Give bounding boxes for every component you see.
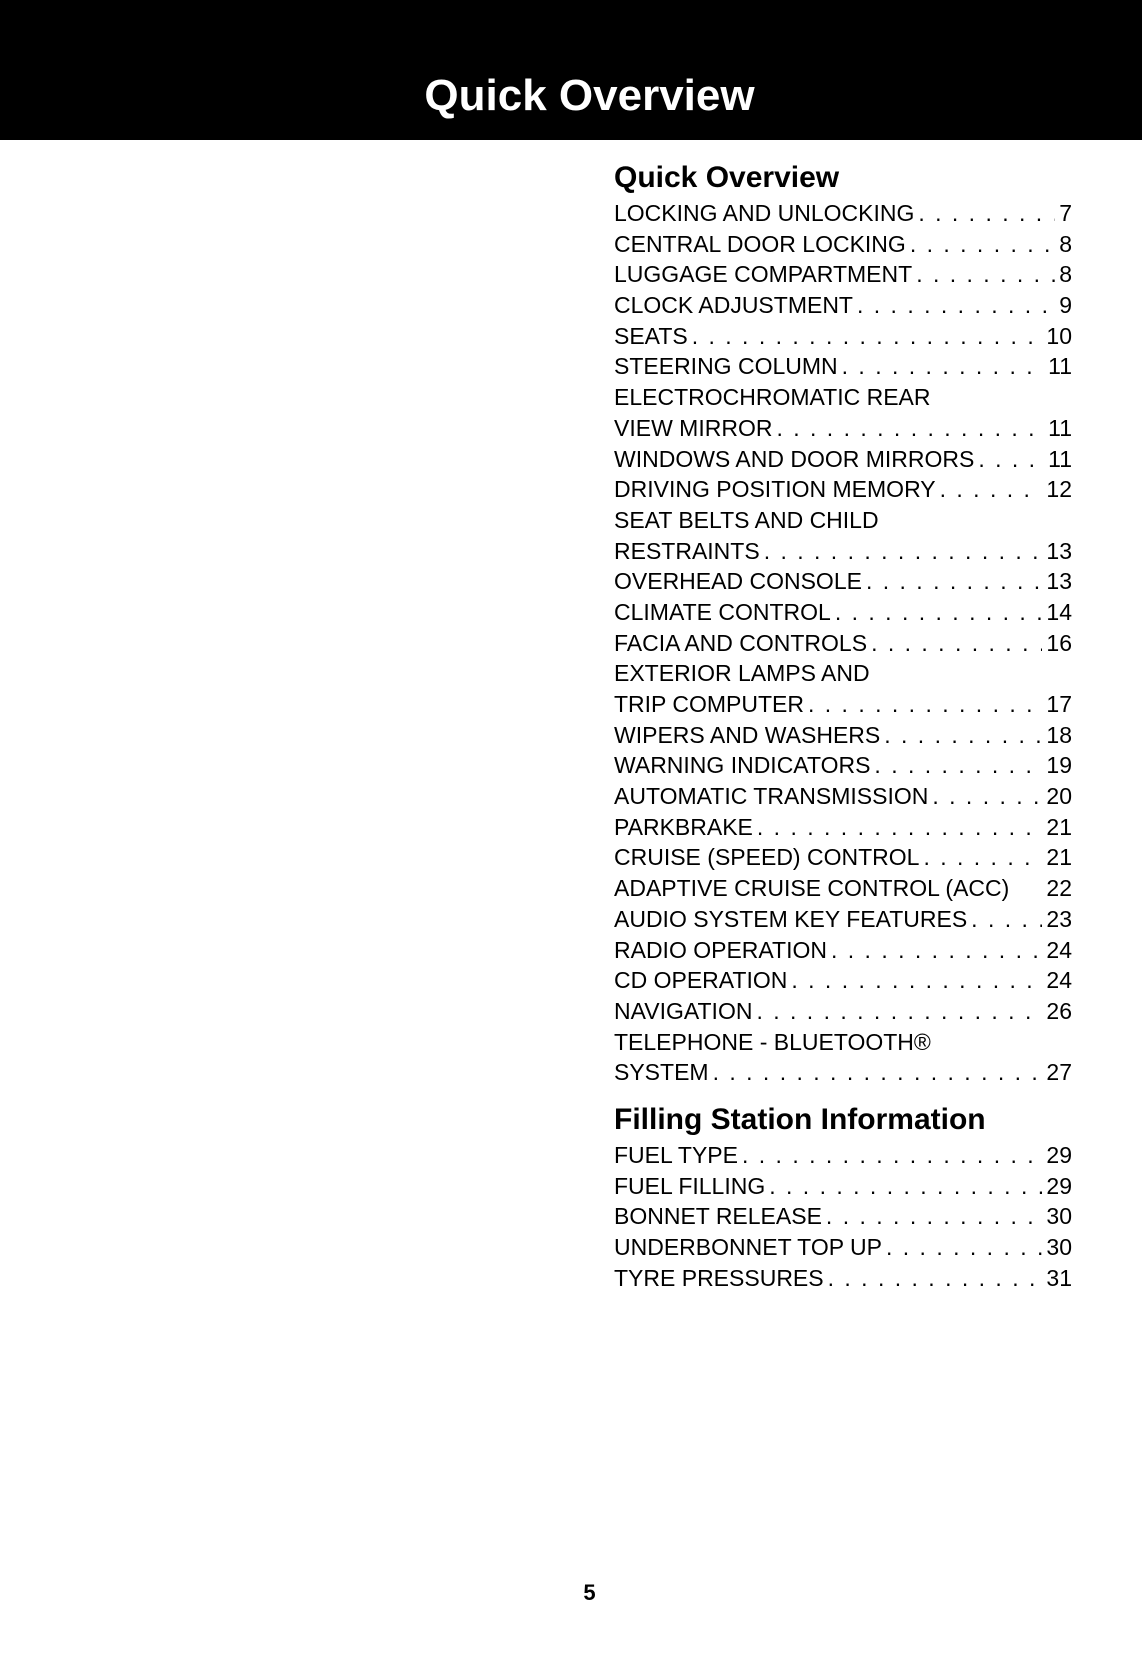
toc-entry-row	[614, 812, 1072, 843]
toc-entry-label: RADIO OPERATION	[614, 936, 827, 963]
dot-leader	[713, 1057, 1043, 1088]
toc-entry[interactable]	[614, 351, 1072, 382]
dot-leader	[940, 474, 1043, 505]
toc-entry-label: DRIVING POSITION MEMORY	[614, 476, 936, 503]
table-of-contents	[614, 158, 1072, 1293]
toc-entry-row	[614, 198, 1072, 229]
toc-entry[interactable]	[614, 290, 1072, 321]
toc-entry[interactable]	[614, 628, 1072, 659]
toc-entry-page: 20	[1046, 783, 1072, 810]
dot-leader	[828, 1263, 1043, 1294]
toc-entry-row	[614, 444, 1072, 475]
toc-entry-page: 8	[1059, 261, 1072, 288]
toc-entry-page: 24	[1046, 936, 1072, 963]
dot-leader	[756, 996, 1042, 1027]
toc-entry-page: 18	[1046, 721, 1072, 748]
toc-entry-row	[614, 351, 1072, 382]
toc-entry[interactable]	[614, 474, 1072, 505]
toc-entry-row	[614, 321, 1072, 352]
toc-entry[interactable]	[614, 720, 1072, 751]
toc-entry[interactable]	[614, 812, 1072, 843]
toc-entry-page: 26	[1046, 997, 1072, 1024]
toc-entry-label: WIPERS AND WASHERS	[614, 721, 881, 748]
toc-entry-label: OVERHEAD CONSOLE	[614, 568, 862, 595]
toc-entry-row	[614, 873, 1072, 904]
toc-entry-label: SYSTEM	[614, 1059, 709, 1086]
toc-entry-label-line: SEAT BELTS AND CHILD	[614, 506, 879, 533]
toc-entry-label: RESTRAINTS	[614, 537, 760, 564]
dot-leader	[886, 1232, 1042, 1263]
toc-entry-label: BONNET RELEASE	[614, 1203, 822, 1230]
dot-leader	[764, 536, 1043, 567]
toc-entry-page: 9	[1059, 292, 1072, 319]
toc-entry-label: VIEW MIRROR	[614, 414, 773, 441]
toc-entry-page: 29	[1046, 1141, 1072, 1168]
toc-entry[interactable]	[614, 444, 1072, 475]
toc-entry-page: 13	[1046, 537, 1072, 564]
toc-entry-label: CD OPERATION	[614, 967, 788, 994]
toc-entry-row	[614, 566, 1072, 597]
toc-entry-page: 17	[1046, 691, 1072, 717]
toc-entry-label: TYRE PRESSURES	[614, 1264, 824, 1291]
toc-entry-page: 23	[1046, 905, 1072, 932]
toc-entry-label: CRUISE (SPEED) CONTROL	[614, 844, 920, 871]
toc-entry-row	[614, 597, 1072, 628]
toc-entry-row	[614, 781, 1072, 812]
toc-entry-row	[614, 1171, 1072, 1202]
toc-entry-label-line: TELEPHONE - BLUETOOTH®	[614, 1028, 931, 1055]
toc-entry[interactable]	[614, 229, 1072, 260]
toc-entry-row	[614, 689, 1072, 720]
toc-entry-label: LUGGAGE COMPARTMENT	[614, 261, 913, 288]
toc-entry-page: 10	[1046, 322, 1072, 349]
toc-entry-label: WARNING INDICATORS	[614, 752, 871, 779]
toc-entry-label: SEATS	[614, 322, 688, 349]
toc-entry-label: FACIA AND CONTROLS	[614, 629, 868, 656]
toc-entry-label: STEERING COLUMN	[614, 353, 838, 380]
dot-leader	[757, 812, 1043, 843]
toc-entry[interactable]	[614, 996, 1072, 1027]
toc-entry-row	[614, 1057, 1072, 1088]
dot-leader	[978, 444, 1044, 475]
toc-entry-row	[614, 259, 1072, 290]
toc-entry-page: 22	[1046, 875, 1072, 902]
toc-entry-label: CENTRAL DOOR LOCKING	[614, 230, 906, 257]
toc-entry-page: 30	[1046, 1203, 1072, 1230]
page-title: Quick Overview	[424, 71, 755, 120]
dot-leader	[923, 842, 1042, 873]
dot-leader	[776, 413, 1044, 444]
toc-entry-line	[614, 1027, 1072, 1058]
toc-entry[interactable]	[614, 935, 1072, 966]
toc-entry-page: 14	[1046, 598, 1072, 625]
toc-entry-label: AUTOMATIC TRANSMISSION	[614, 783, 929, 810]
toc-entry-page: 12	[1046, 476, 1072, 503]
toc-entry-label: CLIMATE CONTROL	[614, 598, 831, 625]
toc-entry[interactable]	[614, 566, 1072, 597]
toc-entry-label: NAVIGATION	[614, 997, 753, 1024]
toc-entry-page: 13	[1046, 568, 1072, 595]
toc-section	[614, 1100, 1072, 1293]
dot-leader	[866, 566, 1042, 597]
toc-entry-row	[614, 474, 1072, 505]
toc-entry-page: 7	[1059, 200, 1072, 226]
toc-entry[interactable]	[614, 597, 1072, 628]
toc-entry-page: 27	[1046, 1059, 1072, 1086]
toc-entry-label: AUDIO SYSTEM KEY FEATURES	[614, 905, 968, 932]
toc-entry-page: 16	[1046, 629, 1072, 656]
toc-entry[interactable]	[614, 1140, 1072, 1171]
toc-entry-row	[614, 290, 1072, 321]
dot-leader	[884, 720, 1042, 751]
toc-entry-row	[614, 842, 1072, 873]
toc-entry-row	[614, 750, 1072, 781]
toc-entry-label: UNDERBONNET TOP UP	[614, 1234, 882, 1260]
toc-entry-page: 29	[1046, 1172, 1072, 1199]
toc-entry-page: 24	[1046, 967, 1072, 994]
dot-leader	[791, 965, 1042, 996]
toc-entry-page: 19	[1046, 752, 1072, 779]
section-title: Quick Overview	[614, 161, 840, 194]
toc-entry[interactable]	[614, 1171, 1072, 1202]
toc-entry-row	[614, 1140, 1072, 1171]
dot-leader	[842, 351, 1044, 382]
dot-leader	[857, 290, 1055, 321]
dot-leader	[918, 198, 1055, 229]
toc-entry-row	[614, 965, 1072, 996]
toc-entry-page: 11	[1048, 353, 1072, 380]
dot-leader	[910, 229, 1055, 260]
toc-entry[interactable]	[614, 1263, 1072, 1294]
toc-entry-label: LOCKING AND UNLOCKING	[614, 200, 915, 226]
toc-entry-label: ADAPTIVE CRUISE CONTROL (ACC)	[614, 875, 1010, 902]
dot-leader	[742, 1140, 1042, 1171]
toc-entry[interactable]	[614, 1201, 1072, 1232]
toc-entry-label-line: ELECTROCHROMATIC REAR	[614, 384, 931, 411]
dot-leader	[831, 935, 1042, 966]
toc-entry-page: 21	[1046, 813, 1072, 840]
dot-leader	[916, 259, 1055, 290]
toc-entry-row	[614, 628, 1072, 659]
toc-entry-row	[614, 1263, 1072, 1294]
section-title: Filling Station Information	[614, 1102, 986, 1136]
dot-leader	[932, 781, 1042, 812]
toc-entry-label: TRIP COMPUTER	[614, 691, 804, 717]
toc-entry[interactable]	[614, 1232, 1072, 1263]
dot-leader	[874, 750, 1042, 781]
toc-entry-label: WINDOWS AND DOOR MIRRORS	[614, 445, 975, 472]
page-number: 5	[583, 1580, 596, 1605]
toc-entry-row	[614, 536, 1072, 567]
toc-entry-label: FUEL FILLING	[614, 1172, 766, 1199]
toc-entry-row	[614, 996, 1072, 1027]
toc-entry-label: CLOCK ADJUSTMENT	[614, 292, 853, 319]
toc-entry-row	[614, 413, 1072, 444]
toc-entry-row	[614, 1201, 1072, 1232]
toc-entry-line	[614, 382, 1072, 413]
dot-leader	[692, 321, 1043, 352]
toc-entry[interactable]	[614, 1027, 1072, 1088]
toc-entry[interactable]	[614, 382, 1072, 443]
toc-entry-label: FUEL TYPE	[614, 1141, 738, 1168]
dot-leader	[826, 1201, 1042, 1232]
toc-entry-row	[614, 720, 1072, 751]
toc-entry-line	[614, 658, 1072, 689]
toc-entry-page: 31	[1046, 1264, 1072, 1291]
toc-entry[interactable]	[614, 904, 1072, 935]
toc-entry-page: 30	[1046, 1234, 1072, 1260]
dot-leader	[871, 628, 1042, 659]
toc-entry[interactable]	[614, 965, 1072, 996]
toc-entry[interactable]	[614, 198, 1072, 229]
toc-entry[interactable]	[614, 781, 1072, 812]
dot-leader	[971, 904, 1042, 935]
dot-leader	[769, 1171, 1042, 1202]
dot-leader	[808, 689, 1042, 720]
toc-entry-page: 21	[1046, 844, 1072, 871]
toc-entry[interactable]	[614, 842, 1072, 873]
toc-entry[interactable]	[614, 873, 1072, 904]
toc-entry-label-line: EXTERIOR LAMPS AND	[614, 660, 870, 687]
toc-entry[interactable]	[614, 658, 1072, 719]
toc-entry[interactable]	[614, 321, 1072, 352]
toc-entry-page: 8	[1059, 230, 1072, 257]
toc-entry-row	[614, 1232, 1072, 1263]
toc-entry-row	[614, 229, 1072, 260]
toc-entry[interactable]	[614, 750, 1072, 781]
toc-entry-label: PARKBRAKE	[614, 813, 753, 840]
toc-entry-row	[614, 935, 1072, 966]
toc-entry[interactable]	[614, 259, 1072, 290]
toc-entry-page: 11	[1048, 414, 1072, 441]
toc-entry-row	[614, 904, 1072, 935]
toc-section	[614, 158, 1072, 1088]
toc-entry-line	[614, 505, 1072, 536]
dot-leader	[835, 597, 1043, 628]
toc-entry[interactable]	[614, 505, 1072, 566]
toc-entry-page: 11	[1048, 445, 1072, 472]
